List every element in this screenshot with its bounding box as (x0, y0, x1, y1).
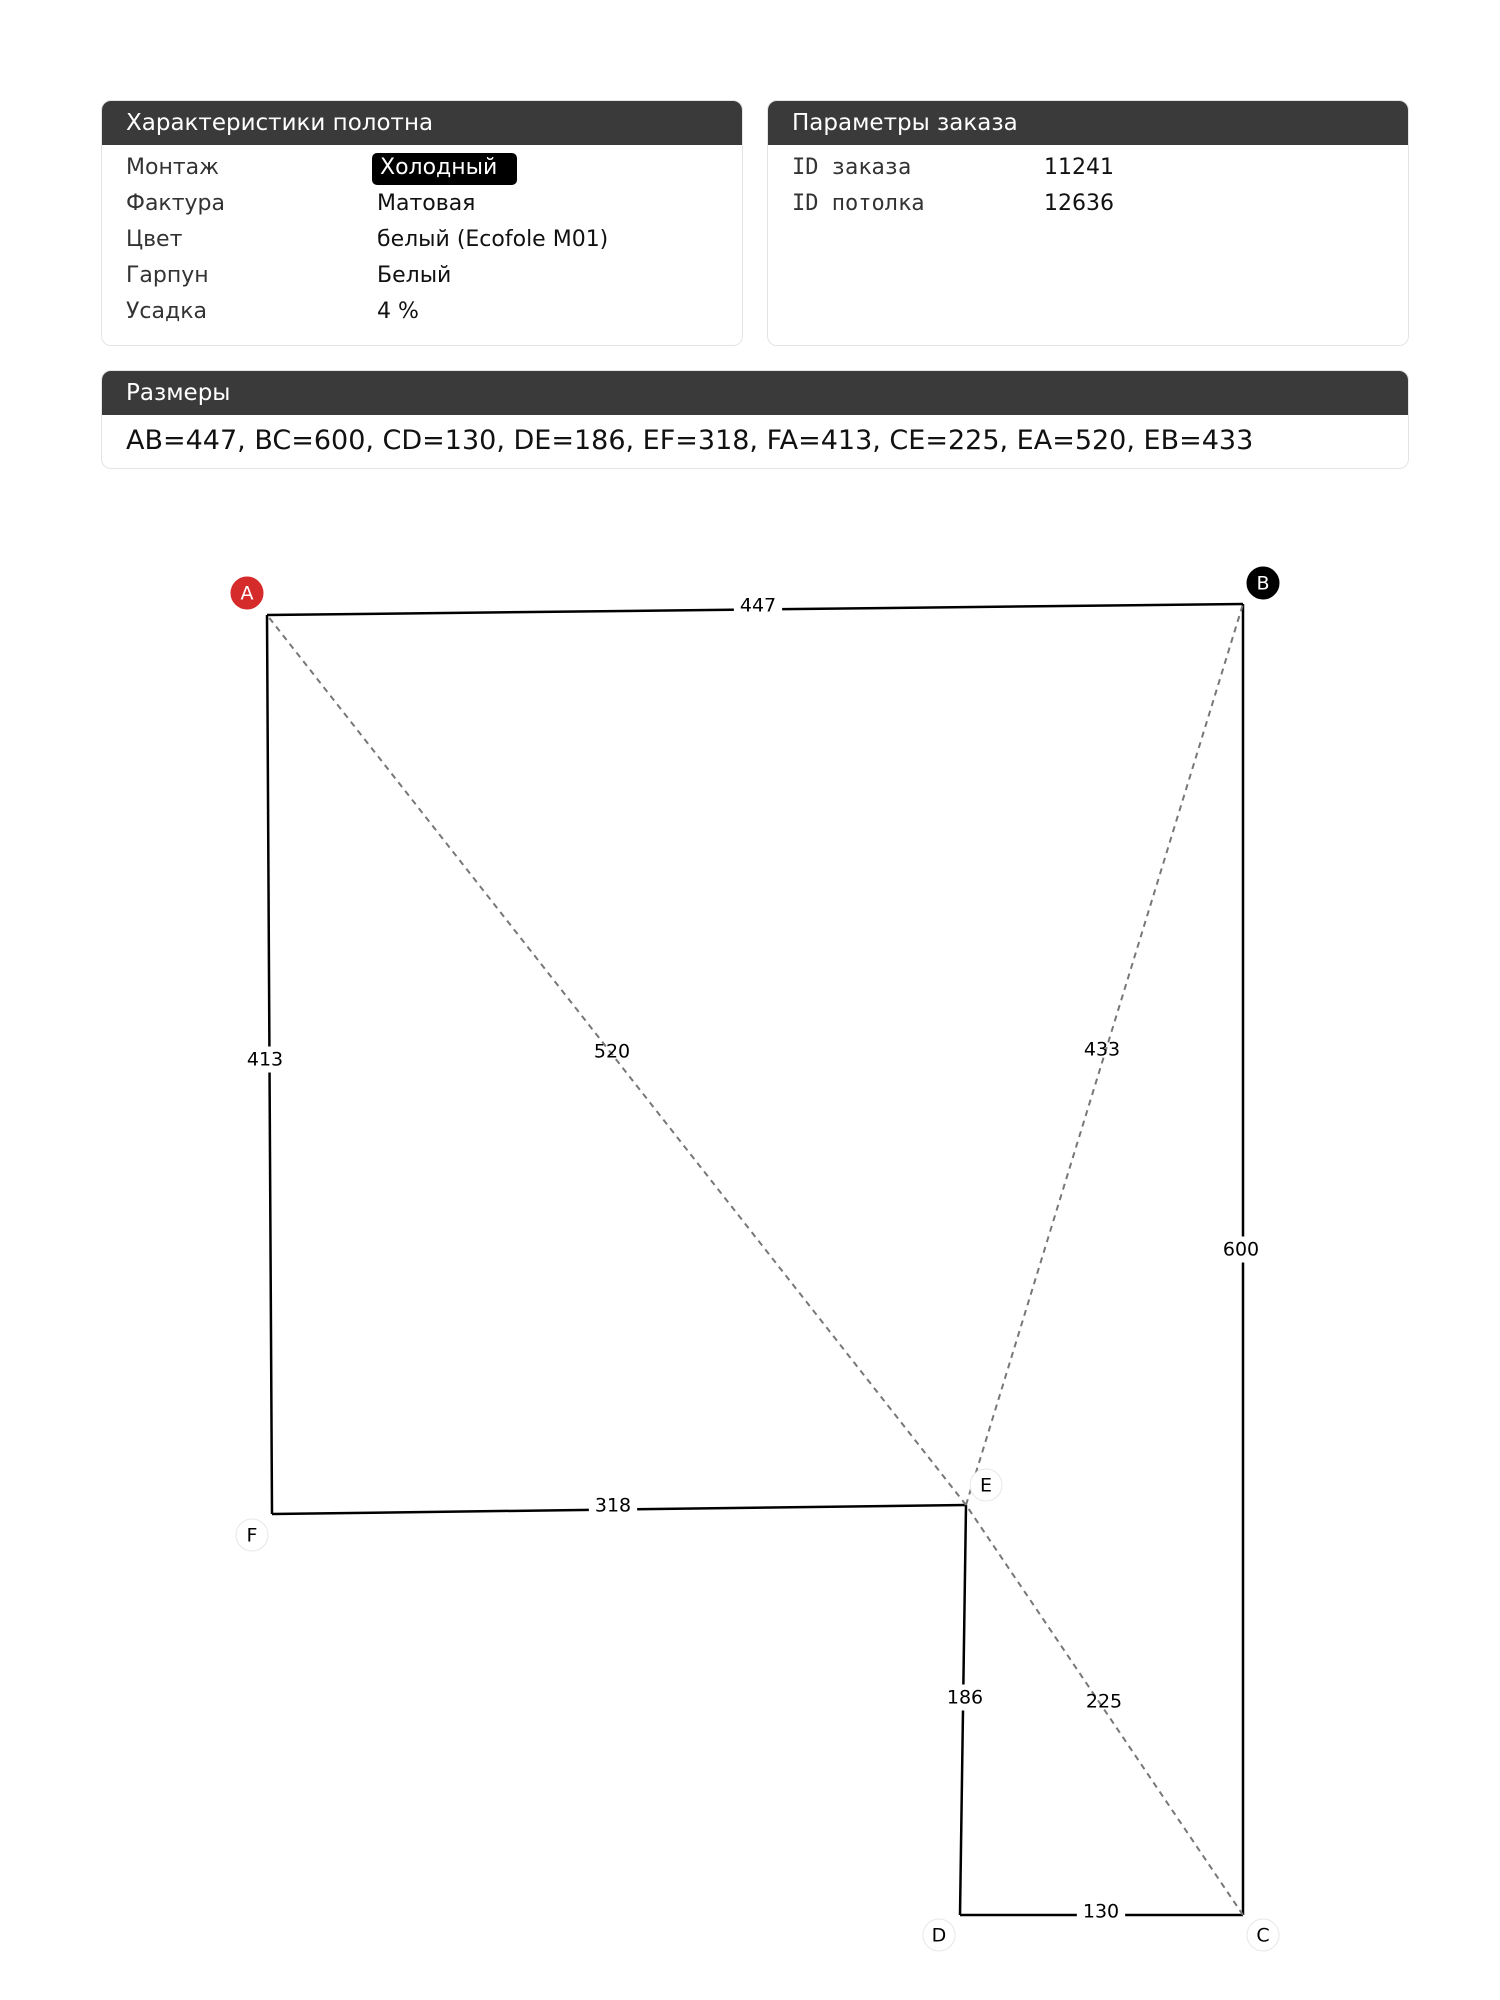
vertex-A (231, 577, 263, 609)
order-id-label: ID заказа (792, 155, 912, 180)
vertex-label-E: E (979, 1474, 993, 1497)
vertex-label-B: B (1256, 572, 1270, 595)
vertex-B (1247, 567, 1279, 599)
edge-label-EF: 318 (594, 1494, 632, 1517)
vertex-C (1247, 1919, 1279, 1951)
mount-label: Монтаж (126, 155, 219, 180)
edge-label-EA: 520 (593, 1040, 631, 1063)
color-value: белый (Ecofole M01) (377, 227, 609, 252)
vertex-label-A: A (240, 582, 254, 605)
mount-value-badge: Холодный (372, 153, 517, 185)
harpoon-label: Гарпун (126, 263, 209, 288)
dimensions-title: Размеры (102, 371, 1408, 415)
shrinkage-label: Усадка (126, 299, 207, 324)
vertex-D (923, 1919, 955, 1951)
vertex-label-D: D (931, 1924, 947, 1947)
ceiling-id-value: 12636 (1044, 191, 1114, 216)
edges-layer (267, 604, 1243, 1915)
dimensions-text: AB=447, BC=600, CD=130, DE=186, EF=318, FA=413, CE=225, EA=520, EB=433 (126, 425, 1254, 456)
edge-label-AB: 447 (739, 594, 777, 617)
shrinkage-value: 4 % (377, 299, 419, 324)
edge-label-EB: 433 (1083, 1038, 1121, 1061)
texture-label: Фактура (126, 191, 225, 216)
vertices-layer (231, 567, 1279, 1951)
order-id-value: 11241 (1044, 155, 1114, 180)
edge-label-BC: 600 (1222, 1238, 1260, 1261)
edge-labels-layer (241, 593, 1265, 1925)
texture-value: Матовая (377, 191, 476, 216)
ceiling-id-label: ID потолка (792, 191, 925, 216)
edge-label-CE: 225 (1085, 1690, 1123, 1713)
vertex-label-C: C (1256, 1924, 1270, 1947)
vertex-F (236, 1519, 268, 1551)
vertex-E (970, 1469, 1002, 1501)
vertex-label-F: F (246, 1524, 258, 1547)
harpoon-value: Белый (377, 263, 452, 288)
edge-label-FA: 413 (246, 1048, 284, 1071)
order-params-title: Параметры заказа (768, 101, 1408, 145)
color-label: Цвет (126, 227, 183, 252)
canvas-properties-title: Характеристики полотна (102, 101, 742, 145)
edge-label-CD: 130 (1082, 1900, 1120, 1923)
edge-label-DE: 186 (946, 1686, 984, 1709)
